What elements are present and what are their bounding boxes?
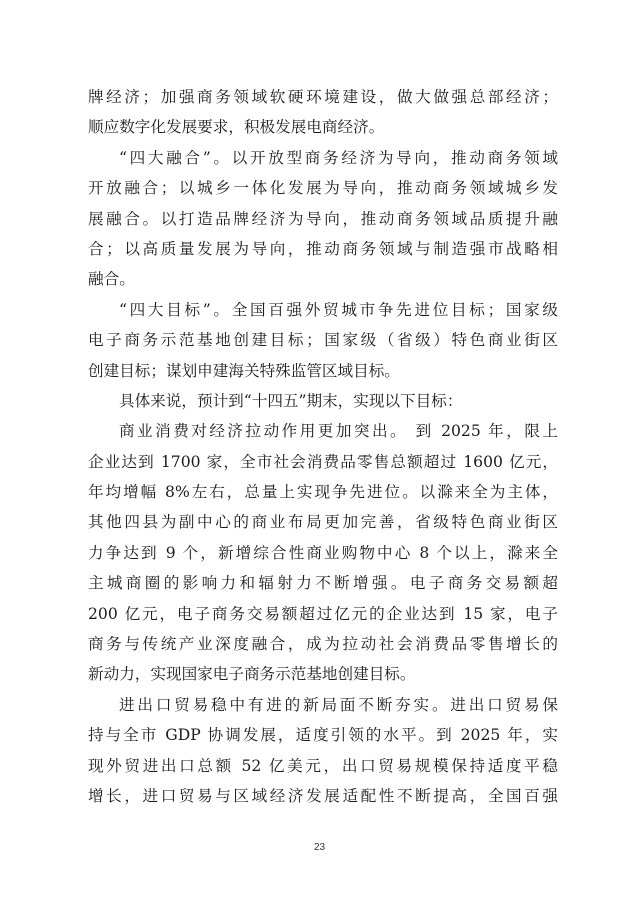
text-line: 电子商务示范基地创建目标；国家级（省级）特色商业街区 [88,331,558,350]
text-line: 持与全市 GDP 协调发展，适度引领的水平。到 2025 年，实 [88,726,558,745]
text-line: 新动力，实现国家电子商务示范基地创建目标。 [88,665,416,684]
text-line: 合；以高质量发展为导向，推动商务领域与制造强市战略相 [88,239,558,258]
text-line: 其他四县为副中心的商业布局更加完善，省级特色商业街区 [88,513,558,532]
page-number: 23 [313,842,326,853]
text-line: 200 亿元，电子商务交易额超过亿元的企业达到 15 家，电子 [88,604,558,623]
text-line: 创建目标；谋划申建海关特殊监管区域目标。 [88,361,400,380]
body-text [88,82,558,811]
text-line: 顺应数字化发展要求，积极发展电商经济。 [88,118,385,137]
text-line: 进出口贸易稳中有进的新局面不断夯实。进出口贸易保 [119,695,558,714]
text-line: 主城商圈的影响力和辐射力不断增强。电子商务交易额超 [88,574,558,593]
text-line: 融合。 [88,270,135,289]
text-line: 企业达到 1700 家，全市社会消费品零售总额超过 1600 亿元， [88,452,558,471]
text-line: 具体来说，预计到“十四五”期末，实现以下目标： [119,391,463,410]
text-line: 增长，进口贸易与区域经济发展适配性不断提高，全国百强 [88,786,558,805]
text-line: 展融合。以打造品牌经济为导向，推动商务领域品质提升融 [88,209,558,228]
text-line: 现外贸进出口总额 52 亿美元，出口贸易规模保持适度平稳 [88,756,558,775]
text-line: 商业消费对经济拉动作用更加突出。 到 2025 年，限上 [119,422,558,441]
text-line: “四大融合”。以开放型商务经济为导向，推动商务领域 [119,148,558,167]
text-line: 牌经济；加强商务领域软硬环境建设，做大做强总部经济； [88,88,558,106]
text-line: “四大目标”。全国百强外贸城市争先进位目标；国家级 [119,300,558,319]
text-line: 开放融合；以城乡一体化发展为导向，推动商务领域城乡发 [88,179,558,198]
text-line: 商务与传统产业深度融合，成为拉动社会消费品零售增长的 [88,635,558,654]
text-line: 年均增幅 8%左右，总量上实现争先进位。以滁来全为主体， [88,483,558,502]
text-line: 力争达到 9 个，新增综合性商业购物中心 8 个以上，滁来全 [88,543,558,562]
